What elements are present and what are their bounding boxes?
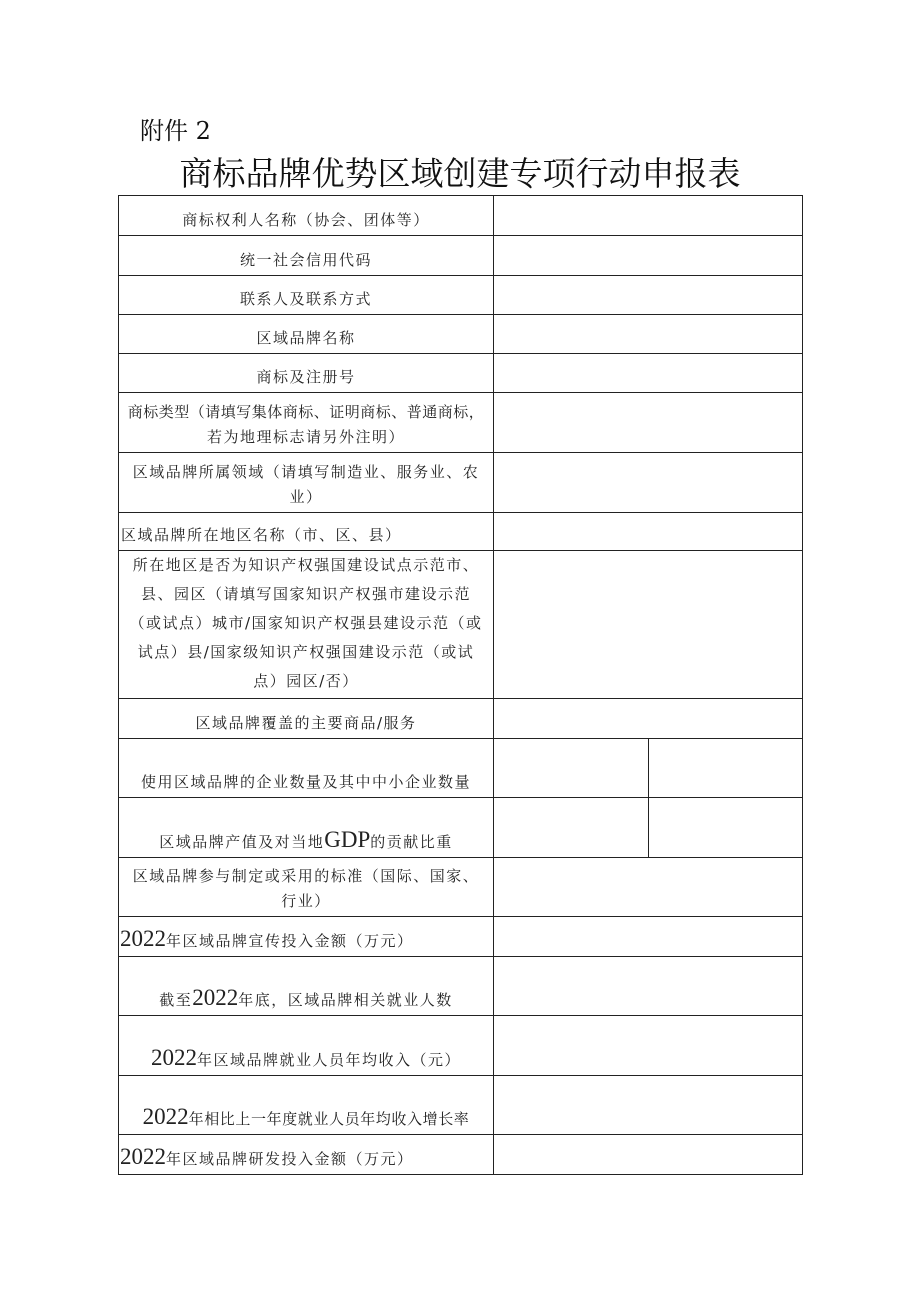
label-text: 统一社会信用代码 [239, 251, 372, 269]
field-ip-pilot-region[interactable] [494, 551, 803, 699]
label-text: 年区域品牌研发投入金额（万元） [166, 1150, 414, 1168]
label-text: 区域品牌名称 [256, 329, 356, 347]
label-line: 县、园区（请填写国家知识产权强市建设示范 [140, 585, 471, 603]
table-row [119, 393, 803, 453]
field-employment[interactable] [494, 957, 803, 1016]
label-text: 使用区域品牌的企业数量及其中中小企业数量 [140, 773, 471, 791]
attachment-label: 附件 2 [140, 117, 211, 145]
label-text: 年底，区域品牌相关就业人数 [238, 991, 453, 1009]
label-text: 年区域品牌宣传投入金额（万元） [166, 932, 414, 950]
label-year: 2022 [142, 1104, 189, 1129]
table-row [119, 699, 803, 739]
field-income-growth[interactable] [494, 1076, 803, 1135]
label-output-gdp [119, 798, 494, 858]
table-row [119, 315, 803, 354]
table-row [119, 236, 803, 276]
label-text: 的贡献比重 [370, 833, 453, 851]
table-row [119, 1016, 803, 1076]
label-standards [119, 858, 494, 917]
table-row [119, 354, 803, 393]
label-line: 若为地理标志请另外注明） [206, 428, 405, 446]
table-row [119, 739, 803, 798]
label-trademark-reg [119, 354, 494, 393]
label-line: 点）园区/否） [253, 672, 359, 690]
label-year: 2022 [192, 985, 239, 1010]
table-row [119, 798, 803, 858]
label-year: 2022 [120, 926, 166, 951]
field-standards[interactable] [494, 858, 803, 917]
field-rd-investment[interactable] [494, 1135, 803, 1175]
label-year: 2022 [150, 1045, 197, 1070]
label-line: （或试点）城市/国家知识产权强县建设示范（或 [129, 614, 483, 632]
table-row [119, 513, 803, 551]
label-text: 区域品牌所在地区名称（市、区、县） [121, 526, 402, 544]
field-trademark-owner[interactable] [494, 196, 803, 236]
field-avg-income[interactable] [494, 1016, 803, 1076]
field-contact[interactable] [494, 276, 803, 315]
label-gdp: GDP [324, 827, 371, 852]
table-row [119, 957, 803, 1016]
label-brand-field [119, 453, 494, 513]
label-year: 2022 [120, 1144, 166, 1169]
label-trademark-owner [119, 196, 494, 236]
table-row [119, 196, 803, 236]
table-row [119, 551, 803, 699]
label-income-growth [119, 1076, 494, 1135]
table-row [119, 858, 803, 917]
field-credit-code[interactable] [494, 236, 803, 276]
label-line: 区域品牌参与制定或采用的标准（国际、国家、 [132, 867, 480, 885]
field-trademark-type[interactable] [494, 393, 803, 453]
field-promo-investment[interactable] [494, 917, 803, 957]
field-main-goods[interactable] [494, 699, 803, 739]
label-promo-investment [119, 917, 494, 957]
label-enterprise-count [119, 739, 494, 798]
label-text: 商标权利人名称（协会、团体等） [182, 211, 430, 229]
field-brand-name[interactable] [494, 315, 803, 354]
field-output-value[interactable] [494, 798, 649, 858]
label-trademark-type [119, 393, 494, 453]
label-line: 业） [289, 488, 323, 506]
label-line: 试点）县/国家级知识产权强国建设示范（或试 [137, 643, 475, 661]
label-line: 商标类型（请填写集体商标、证明商标、普通商标， [127, 403, 485, 421]
label-credit-code [119, 236, 494, 276]
label-brand-name [119, 315, 494, 354]
field-brand-field[interactable] [494, 453, 803, 513]
label-text: 年区域品牌就业人员年均收入（元） [196, 1051, 461, 1069]
label-text: 截至 [159, 991, 193, 1009]
table-row [119, 453, 803, 513]
field-enterprise-count[interactable] [494, 739, 649, 798]
table-row [119, 917, 803, 957]
label-rd-investment [119, 1135, 494, 1175]
label-line: 区域品牌所属领域（请填写制造业、服务业、农 [132, 463, 480, 481]
field-trademark-reg[interactable] [494, 354, 803, 393]
label-region-name [119, 513, 494, 551]
label-main-goods [119, 699, 494, 739]
field-sme-count[interactable] [649, 739, 803, 798]
field-region-name[interactable] [494, 513, 803, 551]
label-text: 区域品牌覆盖的主要商品/服务 [195, 714, 417, 732]
table-row [119, 1076, 803, 1135]
label-line: 行业） [281, 892, 331, 910]
application-form-table [118, 195, 803, 1175]
label-contact [119, 276, 494, 315]
form-title: 商标品牌优势区域创建专项行动申报表 [179, 154, 741, 193]
label-ip-pilot-region [119, 551, 494, 699]
label-text: 区域品牌产值及对当地 [159, 833, 325, 851]
label-text: 年相比上一年度就业人员年均收入增长率 [188, 1110, 470, 1128]
label-text: 联系人及联系方式 [239, 290, 372, 308]
label-line: 所在地区是否为知识产权强国建设试点示范市、 [132, 556, 480, 574]
table-row [119, 276, 803, 315]
field-gdp-share[interactable] [649, 798, 803, 858]
label-avg-income [119, 1016, 494, 1076]
label-text: 商标及注册号 [256, 368, 356, 386]
table-row [119, 1135, 803, 1175]
label-employment [119, 957, 494, 1016]
